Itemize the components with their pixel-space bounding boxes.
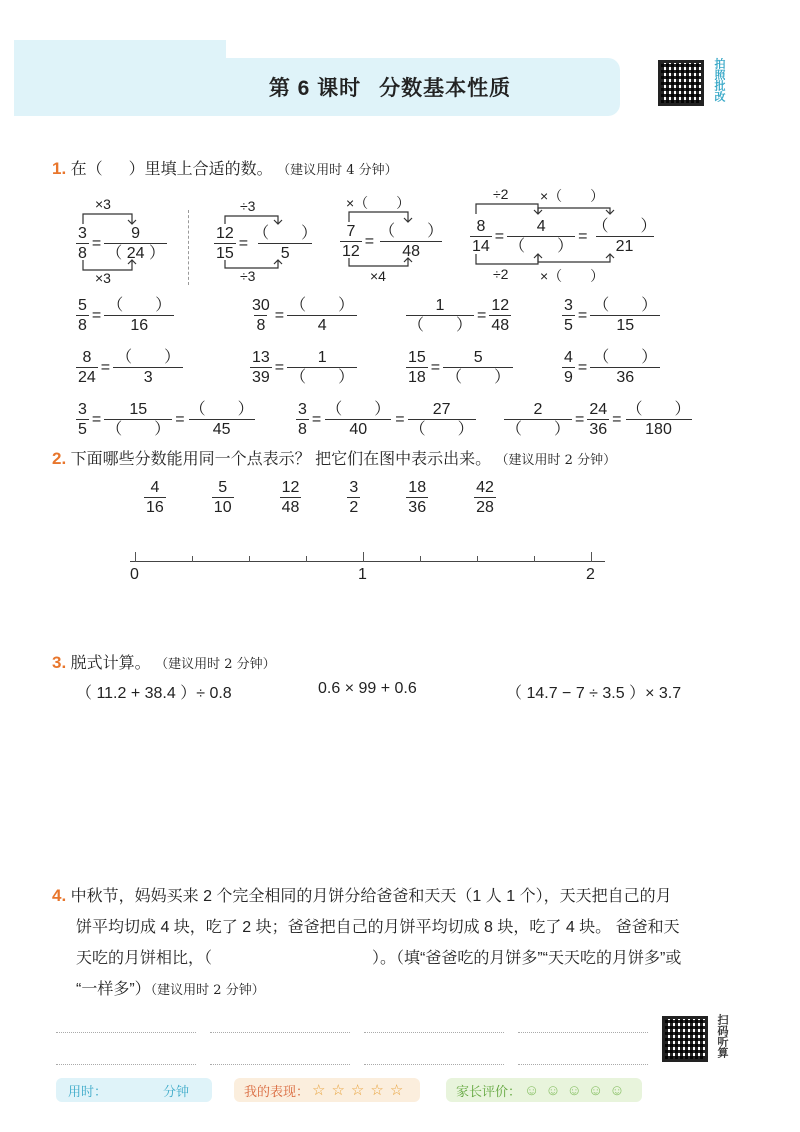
star-icon[interactable]: ☆ — [350, 1082, 365, 1099]
topic-label: 分数基本性质 — [379, 77, 512, 100]
r3-item-3: $\frac{15}{18}$ = $\frac{5}{( )}$ — [406, 348, 513, 387]
q1-text-a: 在（ — [70, 161, 103, 178]
q3-heading — [52, 650, 276, 673]
number-line-ticks — [130, 552, 605, 564]
r2-item-1: $\frac{5}{8}$ = $\frac{( )}{16}$ — [76, 296, 174, 335]
answer-line[interactable] — [518, 1032, 648, 1033]
star-icon[interactable]: ☆ — [389, 1082, 404, 1099]
q2-frac-2: $\frac{5}{10}$ — [213, 479, 232, 516]
ex4-top-op2: ×（ ） — [540, 188, 605, 204]
r3-item-4: $\frac{4}{9}$ = $\frac{( )}{36}$ — [562, 348, 660, 387]
ex1-top-op: ×3 — [95, 196, 111, 212]
qr-code-top[interactable] — [658, 60, 704, 106]
ex1-frac1: $\frac{3}{8}$ — [78, 225, 87, 262]
q2-fractions — [144, 478, 496, 517]
answer-line[interactable] — [56, 1032, 196, 1033]
smile-icon[interactable]: ☺ — [545, 1081, 561, 1099]
q1-hint: （建议用时 4 分钟） — [277, 163, 398, 178]
star-icon[interactable]: ☆ — [370, 1082, 384, 1099]
q2-frac-4: $\frac{3}{2}$ — [349, 479, 359, 516]
ex2-frac2: $\frac{( )}{5}$ — [253, 225, 318, 262]
axis-label-0: 0 — [130, 566, 139, 583]
ex4-equation: $\frac{8}{14}$ = $\frac{4}{( )}$ = $\frac{( )}{21}$ — [472, 218, 657, 255]
qr-bottom-label: 扫码听算 — [716, 1014, 728, 1058]
ex4-bottom-op2: ×（ ） — [540, 268, 605, 284]
header-left-block — [14, 58, 174, 116]
q2-frac-1: $\frac{4}{16}$ — [146, 479, 164, 516]
q1-heading — [52, 156, 398, 179]
r3-item-2: $\frac{13}{39}$ = $\frac{1}{( )}$ — [250, 348, 357, 387]
ex3-equation: $\frac{7}{12}$ = $\frac{( )}{48}$ — [342, 223, 444, 260]
ex4-frac1: $\frac{8}{14}$ — [472, 218, 490, 255]
q2-text: 下面哪些分数能用同一个点表示？ 把它们在图中表示出来。 — [70, 451, 492, 468]
ex3-frac2: $\frac{( )}{48}$ — [379, 223, 444, 260]
ex1-frac2: $\frac{9}{( 24 )}$ — [106, 225, 165, 262]
r4-item-2: $\frac{3}{8}$ = $\frac{( )}{40}$ = $\frac{27}{( )}$ — [298, 401, 474, 438]
answer-line[interactable] — [210, 1064, 350, 1065]
ex3-frac1: $\frac{7}{12}$ — [342, 223, 360, 260]
r2-item-4: $\frac{3}{5}$ = $\frac{( )}{15}$ — [562, 296, 660, 335]
r4-item-1: $\frac{3}{5}$ = $\frac{15}{( )}$ = $\frac{( )}{45}$ — [78, 401, 254, 438]
answer-line[interactable] — [518, 1064, 648, 1065]
ex4-frac3: $\frac{( )}{21}$ — [592, 218, 657, 255]
ex2-bottom-op: ÷3 — [240, 268, 256, 284]
r4-item-3: $\frac{2}{( )}$ = $\frac{24}{36}$ = $\frac{( )}{180}$ — [506, 401, 691, 438]
qr-code-bottom[interactable] — [662, 1016, 708, 1062]
star-icon[interactable]: ☆ — [331, 1082, 345, 1099]
q2-frac-6: $\frac{42}{28}$ — [476, 479, 494, 516]
q3-hint: （建议用时 2 分钟） — [155, 657, 276, 672]
q4-line-4: “一样多”）（建议用时 2 分钟） — [76, 981, 265, 998]
q3-text: 脱式计算。 — [70, 655, 151, 672]
page-title — [200, 72, 580, 102]
time-pill — [56, 1078, 212, 1102]
r3-item-1: $\frac{8}{24}$ = $\frac{( )}{3}$ — [76, 348, 183, 387]
performance-pill — [234, 1078, 420, 1102]
ex1-equation: $\frac{3}{8}$ = $\frac{9}{( 24 )}$ — [78, 225, 165, 262]
performance-label: 我的表现： — [244, 1083, 310, 1099]
answer-line[interactable] — [364, 1032, 504, 1033]
ex2-top-op: ÷3 — [240, 198, 256, 214]
q2-frac-5: $\frac{18}{36}$ — [408, 479, 427, 516]
time-unit: 分钟 — [163, 1083, 190, 1099]
q4-line-2: 饼平均切成 4 块，吃了 2 块；爸爸把自己的月饼平均切成 8 块，吃了 4 块。 爸爸和天 — [76, 919, 680, 936]
q4-line-1: 4. 中秋节，妈妈买来 2 个完全相同的月饼分给爸爸和天天（1 人 1 个），天天把自己的月 — [52, 886, 672, 905]
answer-line[interactable] — [210, 1032, 350, 1033]
ex3-bottom-op: ×4 — [370, 268, 386, 284]
divider — [188, 210, 189, 285]
q3-expr-3: （ 14.7 − 7 ÷ 3.5 ）× 3.7 — [506, 685, 682, 702]
ex1-bottom-op: ×3 — [95, 270, 111, 286]
ex3-top-op: ×（ ） — [346, 195, 411, 211]
q4-line-3: 天吃的月饼相比，（ ）。（填“爸爸吃的月饼多”“天天吃的月饼多”或 — [76, 950, 682, 967]
smile-icon[interactable]: ☺ — [609, 1081, 625, 1099]
q3-number: 3. — [52, 653, 67, 672]
answer-line[interactable] — [364, 1064, 504, 1065]
time-label: 用时： — [68, 1083, 108, 1099]
r2-item-2: $\frac{30}{8}$ = $\frac{( )}{4}$ — [250, 296, 357, 335]
smile-icon[interactable]: ☺ — [524, 1081, 540, 1099]
parent-pill — [446, 1078, 642, 1102]
q2-number: 2. — [52, 449, 67, 468]
star-icon[interactable]: ☆ — [312, 1082, 326, 1099]
q2-hint: （建议用时 2 分钟） — [495, 453, 617, 468]
parent-label: 家长评价： — [456, 1083, 522, 1099]
q4-number: 4. — [52, 886, 67, 905]
q3-expr-1: （ 11.2 + 38.4 ）÷ 0.8 — [76, 685, 232, 702]
ex4-top-op1: ÷2 — [493, 186, 509, 202]
smile-icon[interactable]: ☺ — [566, 1081, 582, 1099]
q1-number: 1. — [52, 159, 67, 178]
ex4-bottom-op1: ÷2 — [493, 266, 509, 282]
axis-label-1: 1 — [358, 566, 367, 583]
ex4-frac2: $\frac{4}{( )}$ — [509, 218, 574, 255]
answer-line[interactable] — [56, 1064, 196, 1065]
q2-frac-3: $\frac{12}{48}$ — [281, 479, 300, 516]
axis-label-2: 2 — [586, 566, 595, 583]
q1-text-b: ）里填上合适的数。 — [128, 161, 273, 178]
q4-hint: （建议用时 2 分钟） — [150, 983, 265, 998]
ex2-equation: $\frac{12}{15}$ = $\frac{( )}{5}$ — [216, 225, 318, 262]
smile-icon[interactable]: ☺ — [588, 1081, 604, 1099]
q2-heading — [52, 446, 616, 469]
qr-top-label: 拍照批改 — [713, 58, 725, 102]
ex2-frac1: $\frac{12}{15}$ — [216, 225, 234, 262]
q3-expr-2: 0.6 × 99 + 0.6 — [318, 680, 417, 697]
r2-item-3: $\frac{1}{( )}$ = $\frac{12}{48}$ — [408, 297, 510, 334]
lesson-label: 第 6 课时 — [268, 77, 362, 100]
q4-block — [52, 880, 742, 1006]
